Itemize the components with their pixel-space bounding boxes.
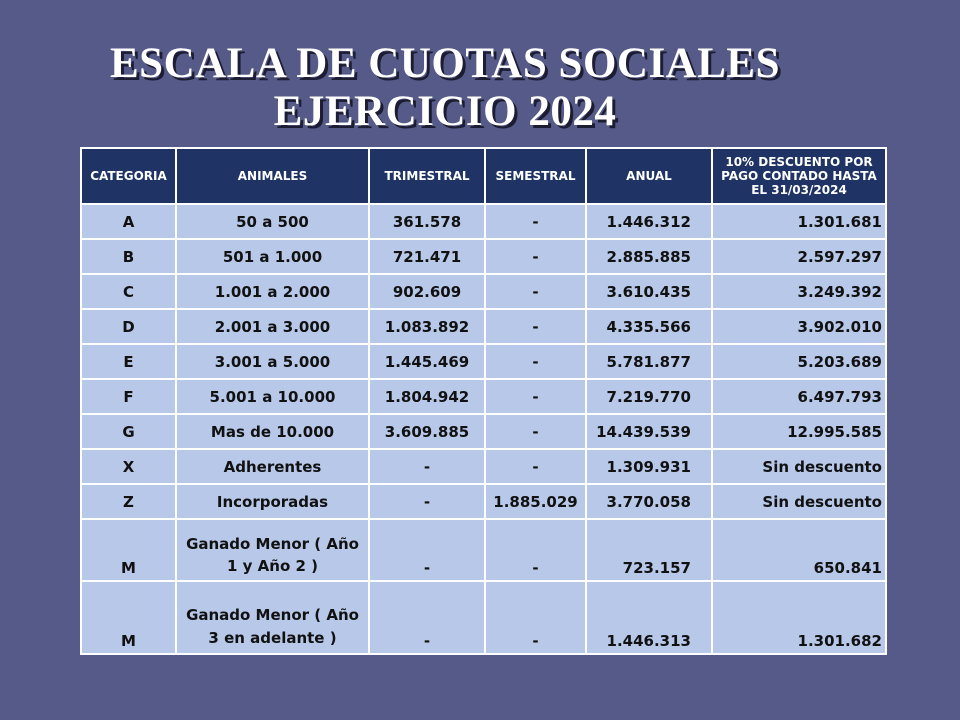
cell-descuento: 3.249.392 [712, 274, 886, 309]
cell-anual: 5.781.877 [586, 344, 712, 379]
cell-animales: 5.001 a 10.000 [176, 379, 369, 414]
header-trimestral: TRIMESTRAL [369, 148, 485, 204]
table-row [81, 309, 886, 344]
cell-trimestral: 1.804.942 [369, 379, 485, 414]
cell-animales: Ganado Menor ( Año 1 y Año 2 ) [176, 519, 369, 581]
cell-trimestral: 361.578 [369, 204, 485, 239]
cell-semestral: - [485, 204, 586, 239]
cell-animales: 50 a 500 [176, 204, 369, 239]
cell-descuento: 3.902.010 [712, 309, 886, 344]
cell-anual: 2.885.885 [586, 239, 712, 274]
fee-scale-table [80, 147, 887, 655]
cell-trimestral: 1.083.892 [369, 309, 485, 344]
table-row [81, 379, 886, 414]
cell-descuento: 650.841 [712, 519, 886, 581]
cell-semestral: - [485, 379, 586, 414]
cell-trimestral: 721.471 [369, 239, 485, 274]
table-row [81, 414, 886, 449]
table-row [81, 274, 886, 309]
cell-categoria: C [81, 274, 176, 309]
title-line-1: ESCALA DE CUOTAS SOCIALES [109, 40, 781, 87]
page-title [0, 40, 890, 136]
cell-descuento: Sin descuento [712, 449, 886, 484]
cell-anual: 7.219.770 [586, 379, 712, 414]
cell-anual: 3.610.435 [586, 274, 712, 309]
cell-semestral: - [485, 581, 586, 654]
cell-categoria: F [81, 379, 176, 414]
cell-trimestral: 1.445.469 [369, 344, 485, 379]
table-row [81, 484, 886, 519]
cell-categoria: E [81, 344, 176, 379]
cell-descuento: 1.301.681 [712, 204, 886, 239]
cell-categoria: A [81, 204, 176, 239]
table-row [81, 344, 886, 379]
cell-semestral: - [485, 414, 586, 449]
cell-trimestral: - [369, 519, 485, 581]
header-animales: ANIMALES [176, 148, 369, 204]
cell-trimestral: - [369, 581, 485, 654]
cell-animales: 1.001 a 2.000 [176, 274, 369, 309]
cell-semestral: - [485, 344, 586, 379]
cell-anual: 1.309.931 [586, 449, 712, 484]
table-row [81, 204, 886, 239]
cell-anual: 3.770.058 [586, 484, 712, 519]
cell-categoria: M [81, 519, 176, 581]
cell-semestral: - [485, 519, 586, 581]
cell-anual: 1.446.313 [586, 581, 712, 654]
cell-semestral: - [485, 239, 586, 274]
table-row [81, 519, 886, 581]
cell-descuento: 12.995.585 [712, 414, 886, 449]
cell-trimestral: 3.609.885 [369, 414, 485, 449]
cell-anual: 4.335.566 [586, 309, 712, 344]
cell-animales: Incorporadas [176, 484, 369, 519]
cell-anual: 723.157 [586, 519, 712, 581]
cell-animales: 3.001 a 5.000 [176, 344, 369, 379]
cell-trimestral: 902.609 [369, 274, 485, 309]
cell-descuento: 6.497.793 [712, 379, 886, 414]
cell-descuento: 1.301.682 [712, 581, 886, 654]
cell-semestral: 1.885.029 [485, 484, 586, 519]
table-body [81, 204, 886, 654]
header-categoria: CATEGORIA [81, 148, 176, 204]
cell-anual: 14.439.539 [586, 414, 712, 449]
table-row [81, 581, 886, 654]
cell-animales: 501 a 1.000 [176, 239, 369, 274]
cell-animales: 2.001 a 3.000 [176, 309, 369, 344]
cell-categoria: G [81, 414, 176, 449]
cell-semestral: - [485, 309, 586, 344]
cell-descuento: 2.597.297 [712, 239, 886, 274]
cell-descuento: Sin descuento [712, 484, 886, 519]
cell-descuento: 5.203.689 [712, 344, 886, 379]
cell-categoria: M [81, 581, 176, 654]
cell-categoria: X [81, 449, 176, 484]
cell-categoria: Z [81, 484, 176, 519]
cell-anual: 1.446.312 [586, 204, 712, 239]
cell-animales: Mas de 10.000 [176, 414, 369, 449]
header-semestral: SEMESTRAL [485, 148, 586, 204]
header-anual: ANUAL [586, 148, 712, 204]
cell-trimestral: - [369, 449, 485, 484]
cell-animales: Ganado Menor ( Año 3 en adelante ) [176, 581, 369, 654]
table-row [81, 239, 886, 274]
cell-semestral: - [485, 449, 586, 484]
table-row [81, 449, 886, 484]
cell-trimestral: - [369, 484, 485, 519]
cell-categoria: D [81, 309, 176, 344]
cell-animales: Adherentes [176, 449, 369, 484]
table-header-row [81, 148, 886, 204]
title-line-2: EJERCICIO 2024 [273, 88, 617, 135]
cell-semestral: - [485, 274, 586, 309]
header-descuento: 10% DESCUENTO POR PAGO CONTADO HASTA EL 31/03/2024 [712, 148, 886, 204]
cell-categoria: B [81, 239, 176, 274]
